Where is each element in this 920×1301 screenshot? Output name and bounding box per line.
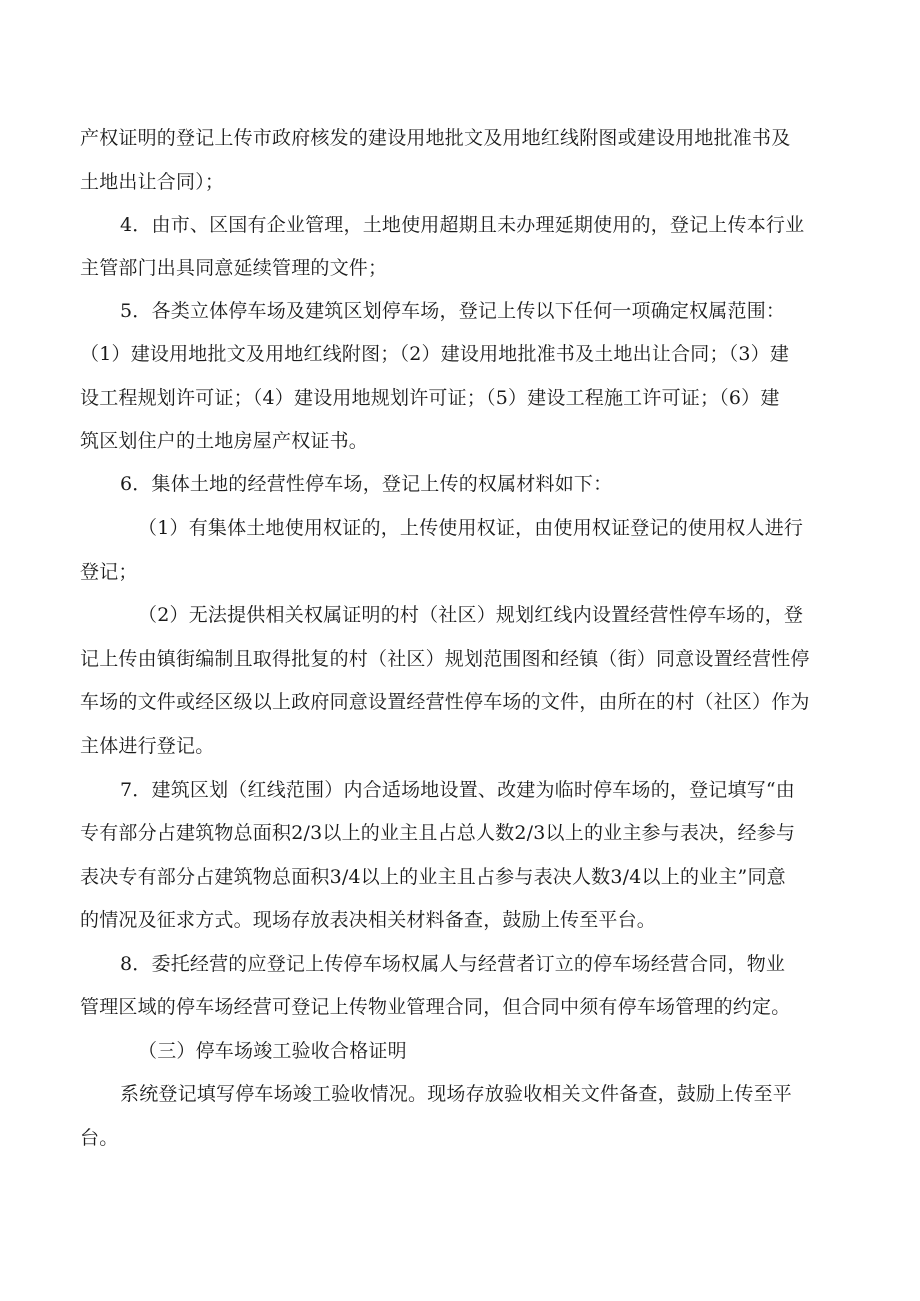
text-line: 主管部门出具同意延续管理的文件； [80,257,388,279]
text-line: 系统登记填写停车场竣工验收情况。现场存放验收相关文件备查，鼓励上传至平 [120,1083,793,1105]
text-line: 筑区划住户的土地房屋产权证书。 [80,430,369,452]
text-line: 表决专有部分占建筑物总面积3/4以上的业主且占参与表决人数3/4以上的业主”同意 [80,866,786,888]
text-line: 主体进行登记。 [80,735,215,757]
text-line: （1）有集体土地使用权证的，上传使用权证，由使用权证登记的使用权人进行 [138,517,804,539]
text-line: 5．各类立体停车场及建筑区划停车场，登记上传以下任何一项确定权属范围： [120,300,786,322]
text-line: 专有部分占建筑物总面积2/3以上的业主且占总人数2/3以上的业主参与表决，经参与 [80,822,796,844]
text-line: 产权证明的登记上传市政府核发的建设用地批文及用地红线附图或建设用地批准书及 [80,127,791,149]
text-line: 的情况及征求方式。现场存放表决相关材料备查，鼓励上传至平台。 [80,909,657,931]
text-line: 8．委托经营的应登记上传停车场权属人与经营者订立的停车场经营合同，物业 [120,953,786,975]
text-line: （2）无法提供相关权属证明的村（社区）规划红线内设置经营性停车场的，登 [138,604,804,626]
text-line: （1）建设用地批文及用地红线附图；（2）建设用地批准书及土地出让合同；（3）建 [80,343,790,365]
text-line: 土地出让合同）； [80,171,225,193]
text-line: 7．建筑区划（红线范围）内合适场地设置、改建为临时停车场的，登记填写“由 [120,779,796,801]
text-line: 车场的文件或经区级以上政府同意设置经营性停车场的文件，由所在的村（社区）作为 [80,691,810,713]
text-line: 4．由市、区国有企业管理，土地使用超期且未办理延期使用的，登记上传本行业 [120,214,805,236]
text-line: 6．集体土地的经营性停车场，登记上传的权属材料如下： [120,473,613,495]
text-line: 台。 [80,1127,119,1149]
text-line: 管理区域的停车场经营可登记上传物业管理合同，但合同中须有停车场管理的约定。 [80,996,791,1018]
section-heading: （三）停车场竣工验收合格证明 [138,1040,407,1062]
text-line: 记上传由镇街编制且取得批复的村（社区）规划范围图和经镇（街）同意设置经营性停 [80,648,810,670]
text-line: 登记； [80,561,138,583]
text-line: 设工程规划许可证；（4）建设用地规划许可证；（5）建设工程施工许可证；（6）建 [80,387,780,409]
